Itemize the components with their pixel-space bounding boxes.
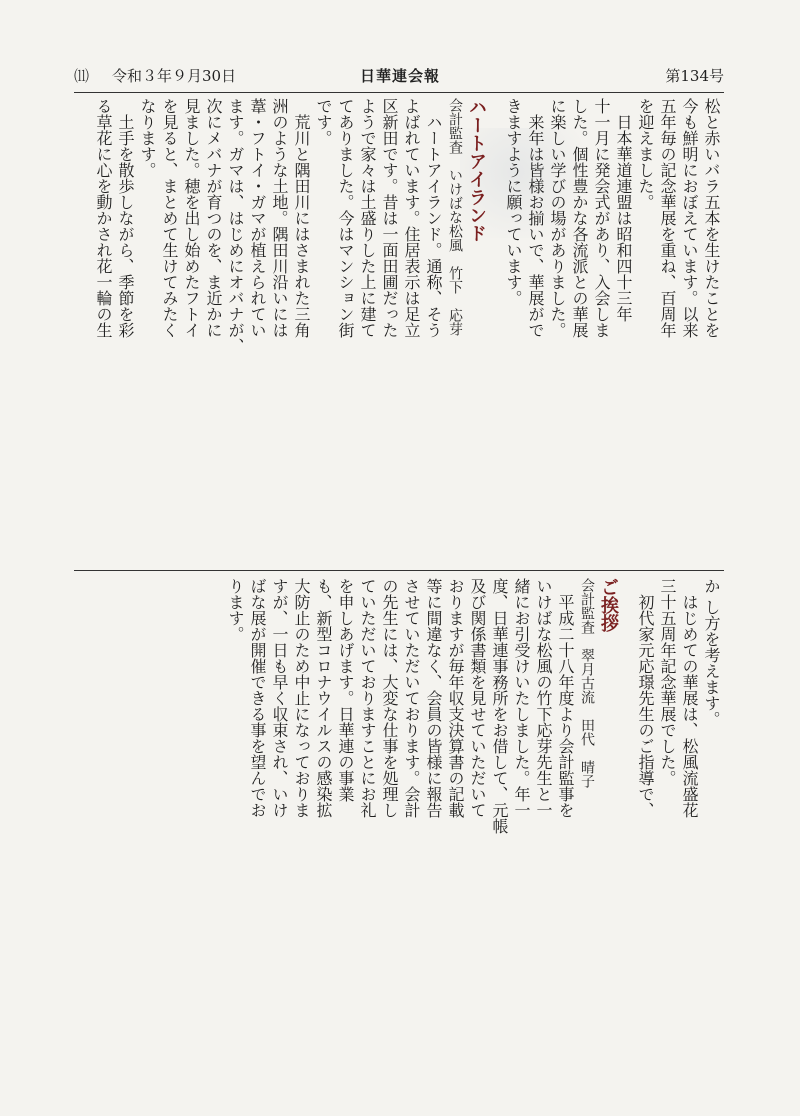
text-column: ます。ガマは、はじめにオバナが、 — [226, 98, 245, 354]
article-byline: 会計監査 いけばな松風 竹下 応芽 — [447, 98, 463, 336]
text-column: ていただいておりますことにお礼 — [358, 578, 377, 818]
text-column: 初代家元応璟先生のご指導で、 — [636, 578, 655, 818]
article-heading: ご挨拶 — [598, 578, 619, 632]
text-column: 葦・フトイ・ガマが植えられてい — [248, 98, 267, 338]
text-column: いけばな松風の竹下応芽先生と一 — [534, 578, 553, 818]
text-column: を迎えました。 — [636, 98, 655, 210]
text-column: おりますが毎年収支決算書の記載 — [446, 578, 465, 818]
text-column: はじめての華展は、松風流盛花 — [680, 578, 699, 818]
text-column: 来年は皆様お揃いで、華展がで — [526, 98, 545, 338]
header-rule — [74, 92, 724, 93]
text-column: 三十五周年記念華展でした。 — [658, 578, 677, 786]
text-column: 洲のような土地。隅田川沿いには — [270, 98, 289, 338]
page-number: ⑾ — [74, 67, 90, 85]
text-column: 見ました。穂を出し始めたフトイ — [182, 98, 201, 338]
text-column: 区新田です。昔は一面田圃だった — [380, 98, 399, 338]
text-column: ばな展が開催できる事を望んでお — [248, 578, 267, 818]
lower-text-tier — [78, 578, 722, 1058]
text-column: 十一月に発会式があり、入会しま — [592, 98, 611, 338]
text-column: の先生には、大変な仕事を処理し — [380, 578, 399, 818]
text-column: 度、日華連事務所をお借して、元帳 — [490, 578, 509, 834]
text-column: 土手を散歩しながら、季節を彩 — [116, 98, 135, 338]
text-column: か し方を考えます。 — [702, 578, 721, 728]
text-column: きますように願っています。 — [504, 98, 523, 306]
page-header — [74, 64, 724, 88]
text-column: させていただいております。会計 — [402, 578, 421, 818]
article-byline: 会計監査 翠月古流 田代 晴子 — [579, 578, 595, 788]
text-column: 五年毎の記念華展を重ね、百周年 — [658, 98, 677, 338]
text-column: 次にメバナが育つのを、ま近かに — [204, 98, 223, 338]
text-column: 日本華道連盟は昭和四十三年 — [614, 98, 633, 322]
issue-date: 令和３年９月30日 — [112, 67, 237, 85]
text-column: 大防止のため中止になっておりま — [292, 578, 311, 818]
text-column: も、新型コロナウイルスの感染拡 — [314, 578, 333, 818]
text-column: です。 — [314, 98, 333, 146]
text-column: ようで家々は土盛りした上に建て — [358, 98, 377, 338]
newsletter-title: 日華連会報 — [360, 67, 441, 85]
upper-text-tier — [78, 98, 722, 562]
text-column: 松と赤いバラ五本を生けたことを — [702, 98, 721, 338]
text-column: 等に間違なく、会員の皆様に報告 — [424, 578, 443, 818]
text-column: した。個性豊かな各流派との華展 — [570, 98, 589, 338]
text-column: よばれています。住居表示は足立 — [402, 98, 421, 338]
text-column: 今も鮮明におぼえています。以来 — [680, 98, 699, 338]
text-column: る草花に心を動かされ花一輪の生 — [94, 98, 113, 338]
text-column: 緒にお引受けいたしました。年一 — [512, 578, 531, 818]
text-column: てありました。今はマンション街 — [336, 98, 355, 338]
text-column: を申しあげます。日華連の事業 — [336, 578, 355, 802]
column-gap — [620, 578, 634, 1058]
text-column: すが、一日も早く収束され、いけ — [270, 578, 289, 818]
text-column: 平成二十八年度より会計監事を — [556, 578, 575, 818]
text-column: ハートアイランド。通称、そう — [424, 98, 443, 338]
text-column: 及び関係書類を見せていただいて — [468, 578, 487, 818]
text-column: 荒川と隅田川にはさまれた三角 — [292, 98, 311, 338]
issue-number: 第134号 — [665, 67, 724, 85]
text-column: を見ると、まとめて生けてみたく — [160, 98, 179, 338]
text-column: ります。 — [226, 578, 245, 642]
text-column: なります。 — [138, 98, 157, 178]
tier-divider — [74, 570, 724, 571]
column-gap — [488, 98, 502, 562]
article-heading: ハートアイランド — [466, 98, 487, 242]
text-column: に楽しい学びの場がありました。 — [548, 98, 567, 338]
